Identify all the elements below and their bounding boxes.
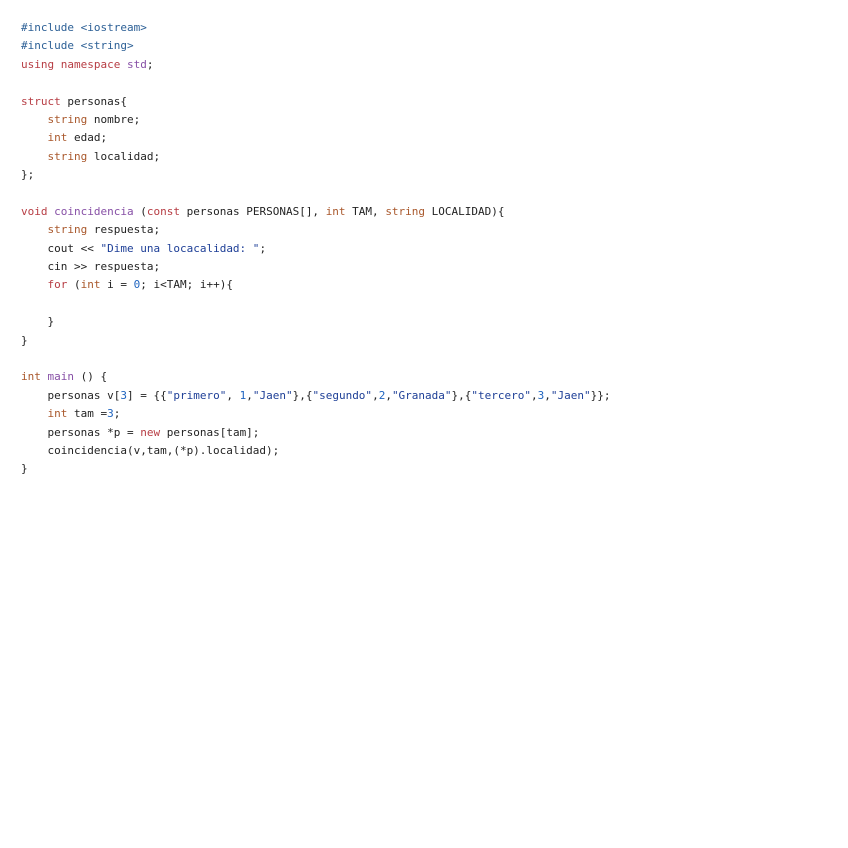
code-token-type: int (47, 407, 68, 421)
code-token-string-literal: "Jaen" (550, 388, 591, 402)
code-token-keyword: for (47, 278, 68, 292)
code-token-plain-text: tam = (67, 407, 108, 421)
code-token-plain-text: personas PERSONAS[], (179, 204, 326, 218)
code-token-keyword: void (21, 204, 48, 218)
code-token-plain-text: respuesta; (87, 223, 161, 237)
code-token-number-literal: 3 (107, 407, 114, 421)
code-token-plain-text: },{ (292, 388, 313, 402)
code-token-plain-text: personas *p = (21, 425, 141, 439)
code-token-preprocessor: #include <string> (21, 39, 134, 53)
code-token-function-name: main (47, 370, 74, 384)
code-line (21, 460, 848, 478)
code-token-plain-text: personas{ (60, 94, 127, 108)
code-token-plain-text: , (385, 388, 392, 402)
code-line (21, 350, 848, 368)
code-token-string-literal: "tercero" (471, 388, 532, 402)
code-token-plain-text: coincidencia(v,tam,(*p).localidad); (21, 443, 280, 457)
code-token-plain-text: cin >> respuesta; (21, 260, 161, 274)
code-line (21, 166, 848, 184)
code-token-string-literal: "Jaen" (252, 388, 293, 402)
code-token-plain-text (21, 407, 48, 420)
code-token-plain-text: , (246, 388, 253, 402)
code-token-plain-text (21, 113, 48, 126)
code-token-number-literal: 3 (537, 388, 545, 402)
code-line (21, 148, 848, 166)
code-token-plain-text: }; (21, 168, 35, 182)
code-line (21, 221, 848, 239)
code-token-plain-text: () { (74, 370, 108, 384)
code-token-keyword: const (146, 204, 180, 218)
code-line (21, 185, 848, 203)
code-token-string-literal: "Granada" (391, 388, 452, 402)
code-token-plain-text: ( (133, 204, 147, 218)
code-line (21, 442, 848, 460)
code-line (21, 203, 848, 221)
code-token-plain-text: personas[tam]; (160, 425, 260, 439)
code-token-plain-text: } (21, 462, 28, 476)
code-token-plain-text: ( (67, 278, 81, 292)
code-token-plain-text: TAM, (345, 204, 386, 218)
code-line (21, 129, 848, 147)
code-line (21, 240, 848, 258)
code-token-plain-text: ; i<TAM; i++){ (140, 278, 233, 292)
code-line (21, 424, 848, 442)
code-line (21, 111, 848, 129)
code-line (21, 258, 848, 276)
code-token-plain-text: ; (113, 407, 121, 421)
code-token-plain-text: } (21, 333, 28, 347)
code-token-plain-text: nombre; (87, 112, 141, 126)
code-token-type: string (47, 149, 88, 163)
code-block (21, 19, 848, 479)
code-token-function-name: coincidencia (54, 204, 134, 218)
code-token-plain-text: , (226, 388, 240, 402)
code-token-plain-text: }}; (590, 388, 611, 402)
code-token-function-name: std (126, 57, 147, 71)
code-token-plain-text: } (21, 315, 55, 329)
code-line (21, 37, 848, 55)
code-token-plain-text: personas v[ (21, 388, 121, 402)
code-token-string-literal: "Dime una locacalidad: " (100, 241, 260, 255)
code-token-plain-text: cout << (21, 241, 101, 255)
code-line (21, 405, 848, 423)
code-token-keyword: new (140, 425, 161, 439)
code-line (21, 313, 848, 331)
code-token-plain-text: edad; (67, 131, 108, 145)
code-token-number-literal: 0 (133, 278, 141, 292)
code-token-plain-text: i = (100, 278, 134, 292)
code-line (21, 387, 848, 405)
code-token-type: int (80, 278, 101, 292)
code-line (21, 93, 848, 111)
code-token-number-literal: 2 (378, 388, 386, 402)
code-token-type: string (47, 223, 88, 237)
code-token-plain-text: localidad; (87, 149, 161, 163)
code-token-preprocessor: #include <iostream> (21, 21, 147, 34)
code-token-plain-text: ; (259, 241, 267, 255)
code-token-plain-text (120, 58, 127, 71)
code-token-number-literal: 3 (120, 388, 127, 402)
code-token-keyword: struct (21, 94, 61, 108)
code-token-plain-text (21, 278, 48, 291)
code-token-plain-text: ; (146, 57, 154, 71)
code-token-plain-text: LOCALIDAD){ (425, 204, 505, 218)
code-line (21, 368, 848, 386)
code-line (21, 332, 848, 350)
code-line (21, 74, 848, 92)
code-token-type: string (385, 204, 426, 218)
code-token-plain-text: , (372, 388, 379, 402)
code-token-plain-text: , (531, 388, 538, 402)
code-token-type: string (47, 112, 88, 126)
code-token-type: int (325, 204, 346, 218)
code-token-plain-text (21, 131, 48, 144)
code-token-plain-text: ] = {{ (126, 388, 167, 402)
code-token-plain-text (21, 223, 48, 236)
code-token-string-literal: "primero" (166, 388, 227, 402)
code-token-type: int (21, 370, 41, 384)
code-token-plain-text (21, 150, 48, 163)
code-token-string-literal: "segundo" (312, 388, 373, 402)
code-token-type: int (47, 131, 68, 145)
code-line (21, 56, 848, 74)
code-token-keyword: using namespace (21, 57, 121, 71)
code-line (21, 19, 848, 37)
code-token-number-literal: 1 (239, 388, 247, 402)
code-line (21, 276, 848, 294)
code-token-plain-text: , (544, 388, 551, 402)
code-token-plain-text (41, 370, 48, 383)
code-line (21, 295, 848, 313)
code-token-plain-text: },{ (451, 388, 472, 402)
